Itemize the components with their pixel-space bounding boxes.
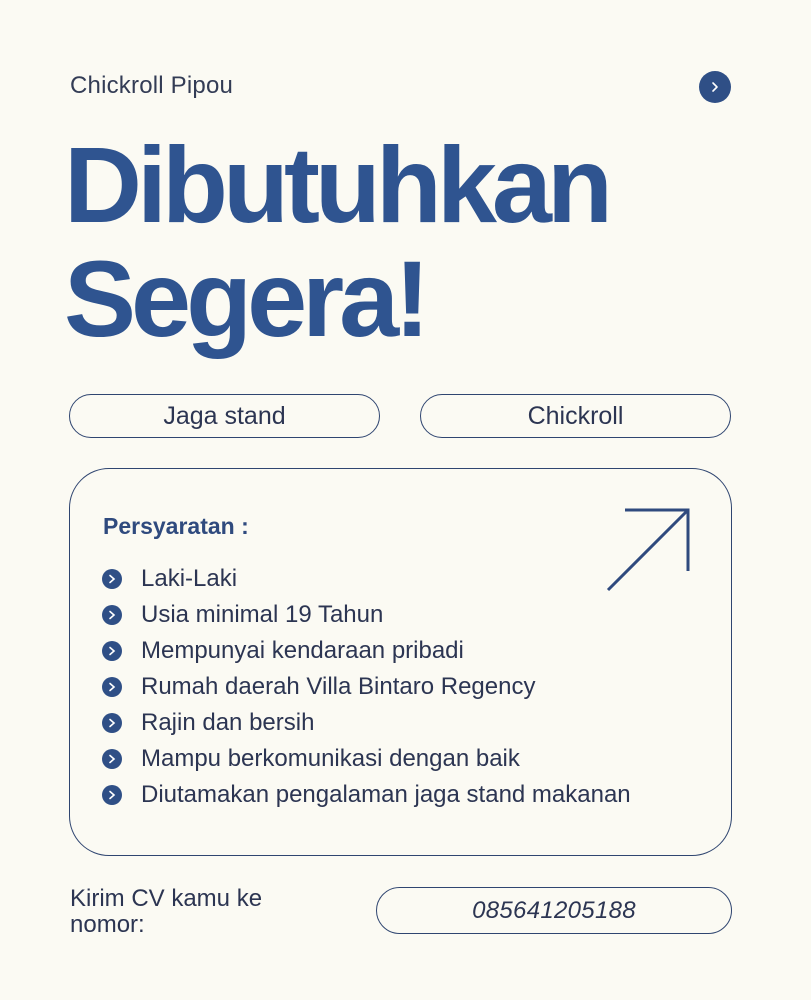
bullet-chevron-icon <box>102 569 122 589</box>
bullet-chevron-icon <box>102 749 122 769</box>
brand-name: Chickroll Pipou <box>70 72 234 99</box>
requirement-text: Usia minimal 19 Tahun <box>141 601 384 628</box>
headline-line-1: Dibutuhkan <box>64 124 608 245</box>
requirement-text: Diutamakan pengalaman jaga stand makanan <box>141 781 631 808</box>
tag-position: Jaga stand <box>69 394 380 438</box>
list-item <box>102 669 631 705</box>
chevron-right-icon <box>708 80 722 94</box>
next-button[interactable] <box>699 71 731 103</box>
phone-number[interactable]: 085641205188 <box>376 887 732 934</box>
headline-line-2: Segera! <box>64 238 426 359</box>
requirement-text: Mempunyai kendaraan pribadi <box>141 637 464 664</box>
headline <box>64 124 608 359</box>
bullet-chevron-icon <box>102 785 122 805</box>
contact-label: Kirim CV kamu ke nomor: <box>70 885 263 938</box>
requirements-list <box>102 561 631 813</box>
list-item <box>102 633 631 669</box>
list-item <box>102 597 631 633</box>
requirement-text: Laki-Laki <box>141 565 238 592</box>
list-item <box>102 777 631 813</box>
bullet-chevron-icon <box>102 605 122 625</box>
list-item <box>102 741 631 777</box>
tag-company: Chickroll <box>420 394 731 438</box>
requirements-title: Persyaratan : <box>103 513 249 539</box>
requirement-text: Rumah daerah Villa Bintaro Regency <box>141 673 536 700</box>
bullet-chevron-icon <box>102 677 122 697</box>
bullet-chevron-icon <box>102 713 122 733</box>
list-item <box>102 561 631 597</box>
requirement-text: Mampu berkomunikasi dengan baik <box>141 745 520 772</box>
list-item <box>102 705 631 741</box>
requirements-card <box>69 468 732 856</box>
requirement-text: Rajin dan bersih <box>141 709 315 736</box>
bullet-chevron-icon <box>102 641 122 661</box>
